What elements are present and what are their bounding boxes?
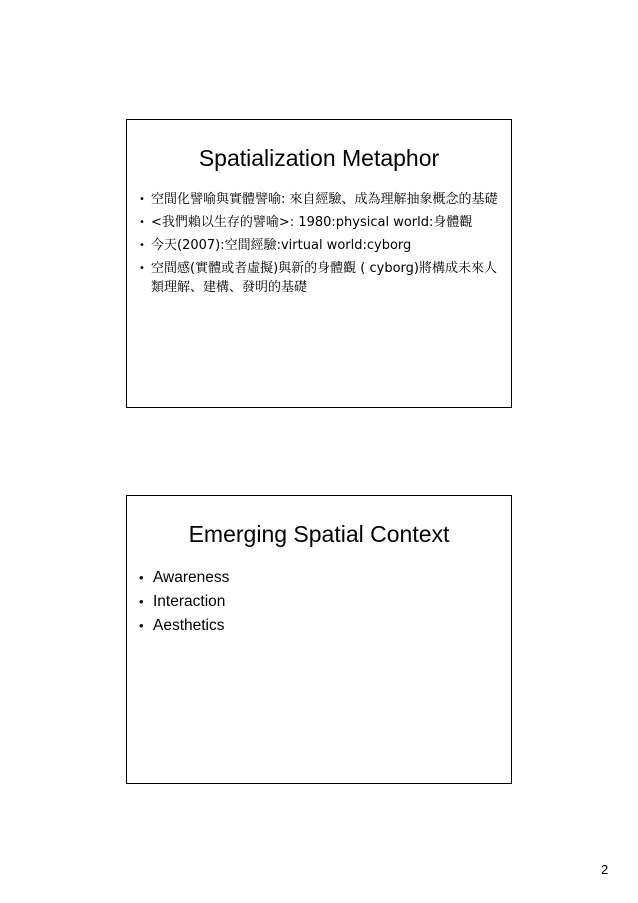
- list-item: [139, 213, 499, 232]
- bullet-icon: •: [139, 618, 144, 633]
- list-item: [139, 590, 499, 614]
- bullet-text: 空間感(實體或者虛擬)與新的身體觀 ( cyborg)將構成未來人類理解、建構、發明的基礎: [151, 261, 497, 295]
- list-item: [139, 566, 499, 590]
- bullet-list: [139, 190, 499, 301]
- page-number: 2: [601, 862, 609, 877]
- list-item: [139, 259, 499, 297]
- bullet-text: 今天(2007):空間經驗:virtual world:cyborg: [151, 238, 412, 253]
- bullet-text: 空間化譬喻與實體譬喻: 來自經驗、成為理解抽象概念的基礎: [151, 192, 498, 207]
- bullet-icon: •: [139, 217, 145, 228]
- slide-title: Emerging Spatial Context: [188, 521, 450, 547]
- bullet-icon: •: [139, 570, 144, 585]
- list-item: [139, 236, 499, 255]
- bullet-list: [139, 566, 499, 638]
- bullet-text: Aesthetics: [153, 617, 225, 634]
- list-item: [139, 614, 499, 638]
- list-item: [139, 190, 499, 209]
- bullet-text: <我們賴以生存的譬喻>: 1980:physical world:身體觀: [151, 215, 473, 230]
- bullet-icon: •: [139, 594, 144, 609]
- bullet-text: Interaction: [153, 593, 226, 610]
- slide-emerging-spatial-context: [126, 495, 512, 784]
- slide-spatialization-metaphor: [126, 119, 512, 408]
- slide-title: Spatialization Metaphor: [198, 145, 440, 171]
- bullet-icon: •: [139, 263, 145, 274]
- bullet-icon: •: [139, 194, 145, 205]
- bullet-icon: •: [139, 240, 145, 251]
- bullet-text: Awareness: [153, 569, 230, 586]
